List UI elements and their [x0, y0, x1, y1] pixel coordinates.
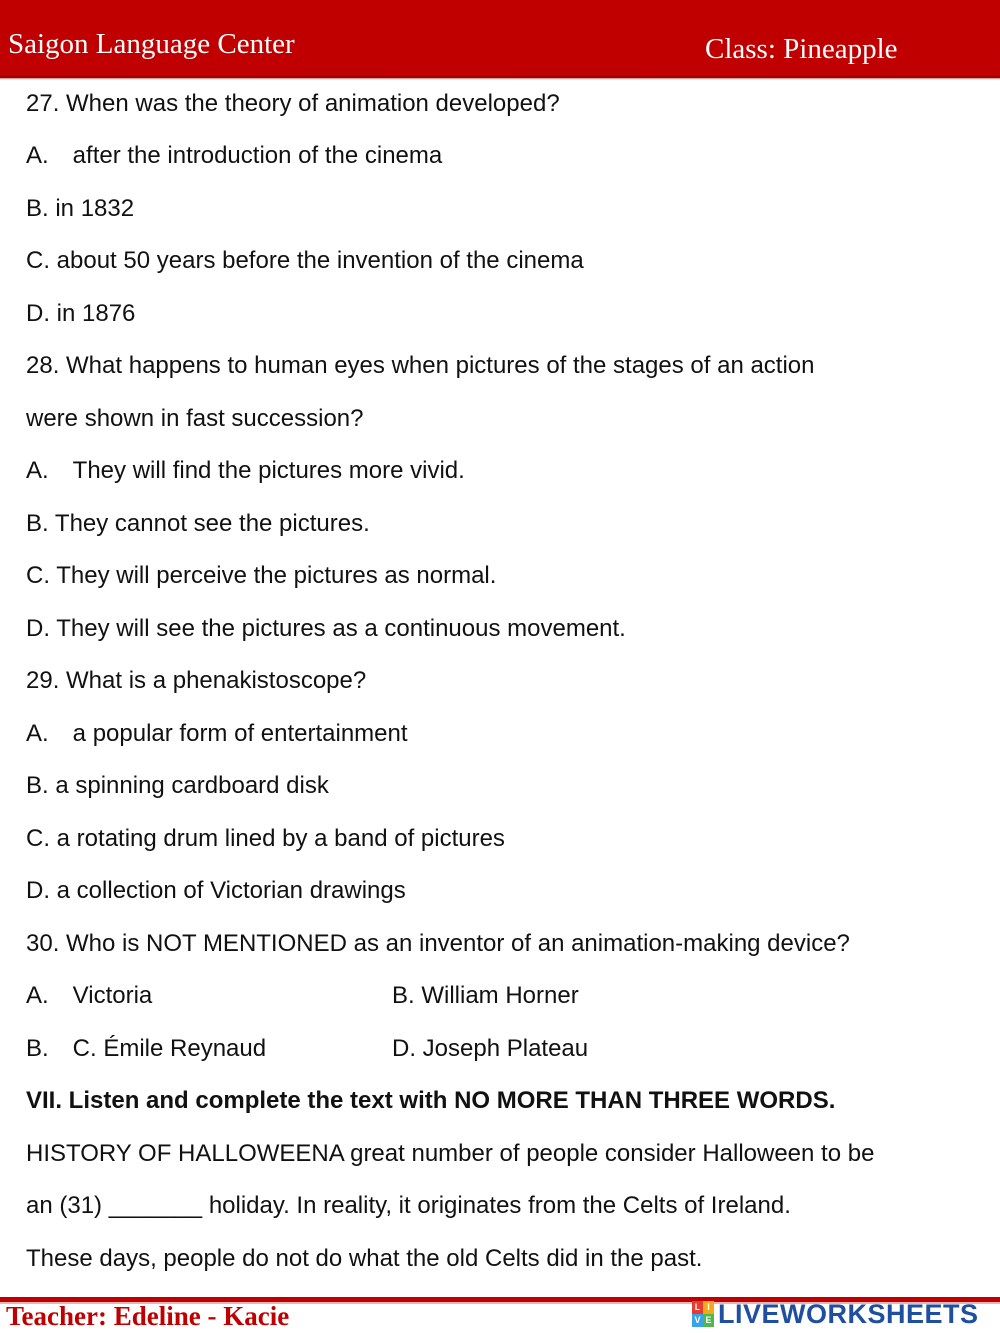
section-heading: VII. Listen and complete the text with NO MORE THAN THREE WORDS.	[26, 1087, 836, 1114]
passage-line-2: an (31) _______ holiday. In reality, it originates from the Celts of Ireland.	[26, 1192, 791, 1219]
option-30-b: B. William Horner	[392, 982, 579, 1009]
liveworksheets-icon: L I V E	[692, 1301, 714, 1327]
question-30: 30. Who is NOT MENTIONED as an inventor of an animation-making device?	[26, 930, 850, 957]
option-27-b: B. in 1832	[26, 195, 135, 222]
liveworksheets-wordmark: LIVEWORKSHEETS	[718, 1298, 979, 1329]
option-30-d: D. Joseph Plateau	[392, 1035, 589, 1062]
header-shadow	[0, 76, 1000, 80]
class-name: Class: Pineapple	[705, 33, 898, 65]
passage-line-1: HISTORY OF HALLOWEENA great number of people consider Halloween to be	[26, 1140, 875, 1167]
question-27: 27. When was the theory of animation developed?	[26, 90, 560, 117]
option-27-a: A. after the introduction of the cinema	[26, 142, 443, 169]
option-30-a: A. Victoria	[26, 982, 153, 1009]
option-28-b: B. They cannot see the pictures.	[26, 510, 370, 537]
question-28-line-1: 28. What happens to human eyes when pictures of the stages of an action	[26, 352, 815, 379]
question-29: 29. What is a phenakistoscope?	[26, 667, 367, 694]
option-28-a: A. They will find the pictures more vivid.	[26, 457, 465, 484]
option-28-d: D. They will see the pictures as a continuous movement.	[26, 615, 626, 642]
option-30-c: B. C. Émile Reynaud	[26, 1035, 267, 1062]
option-29-d: D. a collection of Victorian drawings	[26, 877, 406, 904]
teacher-name: Teacher: Edeline - Kacie	[6, 1301, 290, 1331]
option-27-c: C. about 50 years before the invention of the cinema	[26, 247, 584, 274]
option-27-d: D. in 1876	[26, 300, 136, 327]
center-name: Saigon Language Center	[8, 28, 295, 60]
option-29-a: A. a popular form of entertainment	[26, 720, 408, 747]
header-bar	[0, 0, 1000, 78]
passage-line-3: These days, people do not do what the old Celts did in the past.	[26, 1245, 703, 1272]
liveworksheets-logo	[692, 1297, 979, 1331]
option-28-c: C. They will perceive the pictures as normal.	[26, 562, 497, 589]
question-28-line-2: were shown in fast succession?	[26, 405, 364, 432]
option-29-b: B. a spinning cardboard disk	[26, 772, 329, 799]
option-29-c: C. a rotating drum lined by a band of pictures	[26, 825, 505, 852]
